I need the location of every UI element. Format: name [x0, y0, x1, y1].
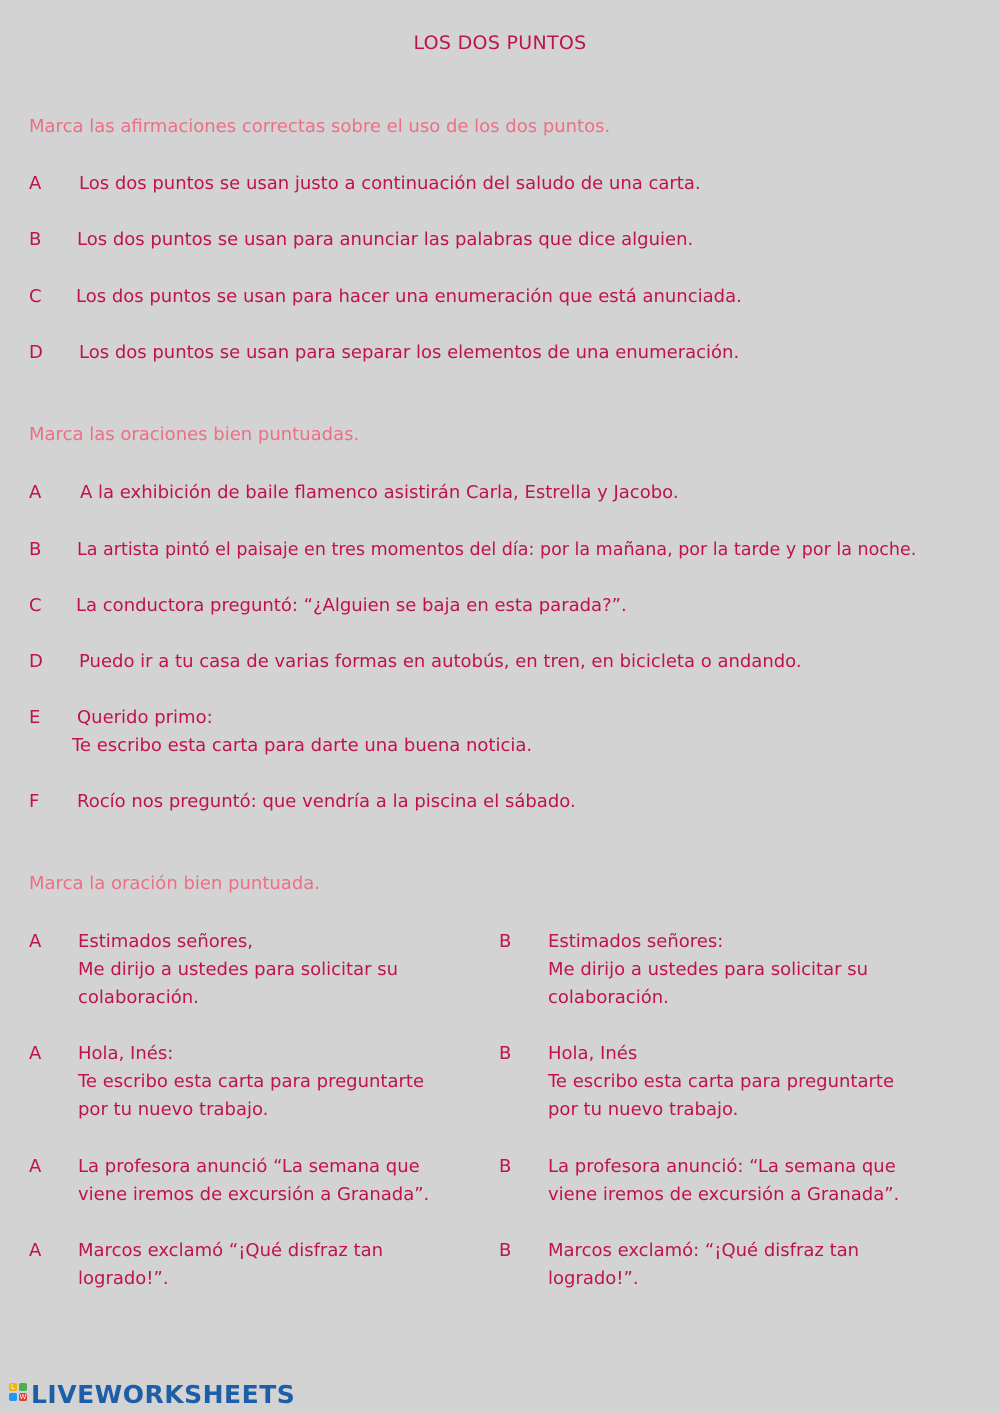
option-text [78, 1040, 424, 1124]
option-line: colaboración. [78, 987, 199, 1008]
item-text: Los dos puntos se usan justo a continuación del saludo de una carta. [79, 173, 701, 194]
option-text [548, 1153, 899, 1209]
option-text [78, 1237, 383, 1293]
item-text-line2: Te escribo esta carta para darte una buena noticia. [72, 735, 533, 756]
option-line: por tu nuevo trabajo. [78, 1099, 269, 1120]
item-text: La artista pintó el paisaje en tres momentos del día: por la mañana, por la tarde y por la noche. [77, 540, 917, 560]
option-line: Marcos exclamó: “¡Qué disfraz tan [548, 1240, 860, 1261]
item-letter: B [29, 229, 42, 250]
option-letter: B [499, 1043, 512, 1064]
option-line: Te escribo esta carta para preguntarte [548, 1071, 895, 1092]
option-letter: B [499, 931, 512, 952]
liveworksheets-logo[interactable] [9, 1380, 295, 1409]
item-letter: C [29, 286, 42, 307]
option-line: Hola, Inés: [78, 1043, 174, 1064]
option-text [548, 928, 868, 1012]
option-line: Estimados señores, [78, 931, 253, 952]
item-text: A la exhibición de baile flamenco asistirán Carla, Estrella y Jacobo. [80, 482, 679, 503]
item-letter: D [29, 342, 43, 363]
option-letter: A [29, 931, 42, 952]
item-letter: F [29, 791, 40, 812]
item-letter: C [29, 595, 42, 616]
option-line: colaboración. [548, 987, 669, 1008]
option-letter: A [29, 1156, 42, 1177]
logo-blocks-icon [9, 1381, 29, 1409]
item-text: Puedo ir a tu casa de varias formas en autobús, en tren, en bicicleta o andando. [79, 651, 802, 672]
option-letter: B [499, 1240, 512, 1261]
option-letter: A [29, 1240, 42, 1261]
option-text [78, 1153, 429, 1209]
item-letter: B [29, 539, 42, 560]
option-line: Estimados señores: [548, 931, 724, 952]
option-text [548, 1040, 894, 1124]
option-letter: B [499, 1156, 512, 1177]
item-letter: D [29, 651, 43, 672]
item-letter: A [29, 173, 42, 194]
option-line: Te escribo esta carta para preguntarte [78, 1071, 425, 1092]
option-text [78, 928, 398, 1012]
section3-instruction: Marca la oración bien puntuada. [29, 873, 320, 894]
item-text: Los dos puntos se usan para separar los elementos de una enumeración. [79, 342, 740, 363]
logo-letter-w: W [19, 1392, 27, 1401]
page-title: LOS DOS PUNTOS [413, 32, 587, 54]
option-line: La profesora anunció “La semana que [78, 1156, 420, 1177]
option-line: Hola, Inés [548, 1043, 638, 1064]
item-letter: E [29, 707, 41, 728]
option-line: viene iremos de excursión a Granada”. [78, 1184, 430, 1205]
item-text: Los dos puntos se usan para hacer una enumeración que está anunciada. [76, 286, 742, 307]
option-line: logrado!”. [548, 1268, 639, 1289]
brand-name: LIVEWORKSHEETS [31, 1380, 296, 1409]
option-line: Marcos exclamó “¡Qué disfraz tan [78, 1240, 384, 1261]
option-letter: A [29, 1043, 42, 1064]
section1-instruction: Marca las afirmaciones correctas sobre el uso de los dos puntos. [29, 116, 611, 137]
option-text [548, 1237, 859, 1293]
item-text: Los dos puntos se usan para anunciar las palabras que dice alguien. [77, 229, 694, 250]
section2-instruction: Marca las oraciones bien puntuadas. [29, 424, 360, 445]
option-line: Me dirijo a ustedes para solicitar su [548, 959, 869, 980]
item-text: Querido primo: [77, 707, 213, 728]
item-letter: A [29, 482, 42, 503]
option-line: La profesora anunció: “La semana que [548, 1156, 896, 1177]
item-text: La conductora preguntó: “¿Alguien se baja en esta parada?”. [76, 595, 627, 616]
option-line: Me dirijo a ustedes para solicitar su [78, 959, 399, 980]
option-line: por tu nuevo trabajo. [548, 1099, 739, 1120]
option-line: viene iremos de excursión a Granada”. [548, 1184, 900, 1205]
item-text: Rocío nos preguntó: que vendría a la piscina el sábado. [77, 791, 576, 812]
logo-letter-l: L [9, 1383, 17, 1391]
option-line: logrado!”. [78, 1268, 169, 1289]
